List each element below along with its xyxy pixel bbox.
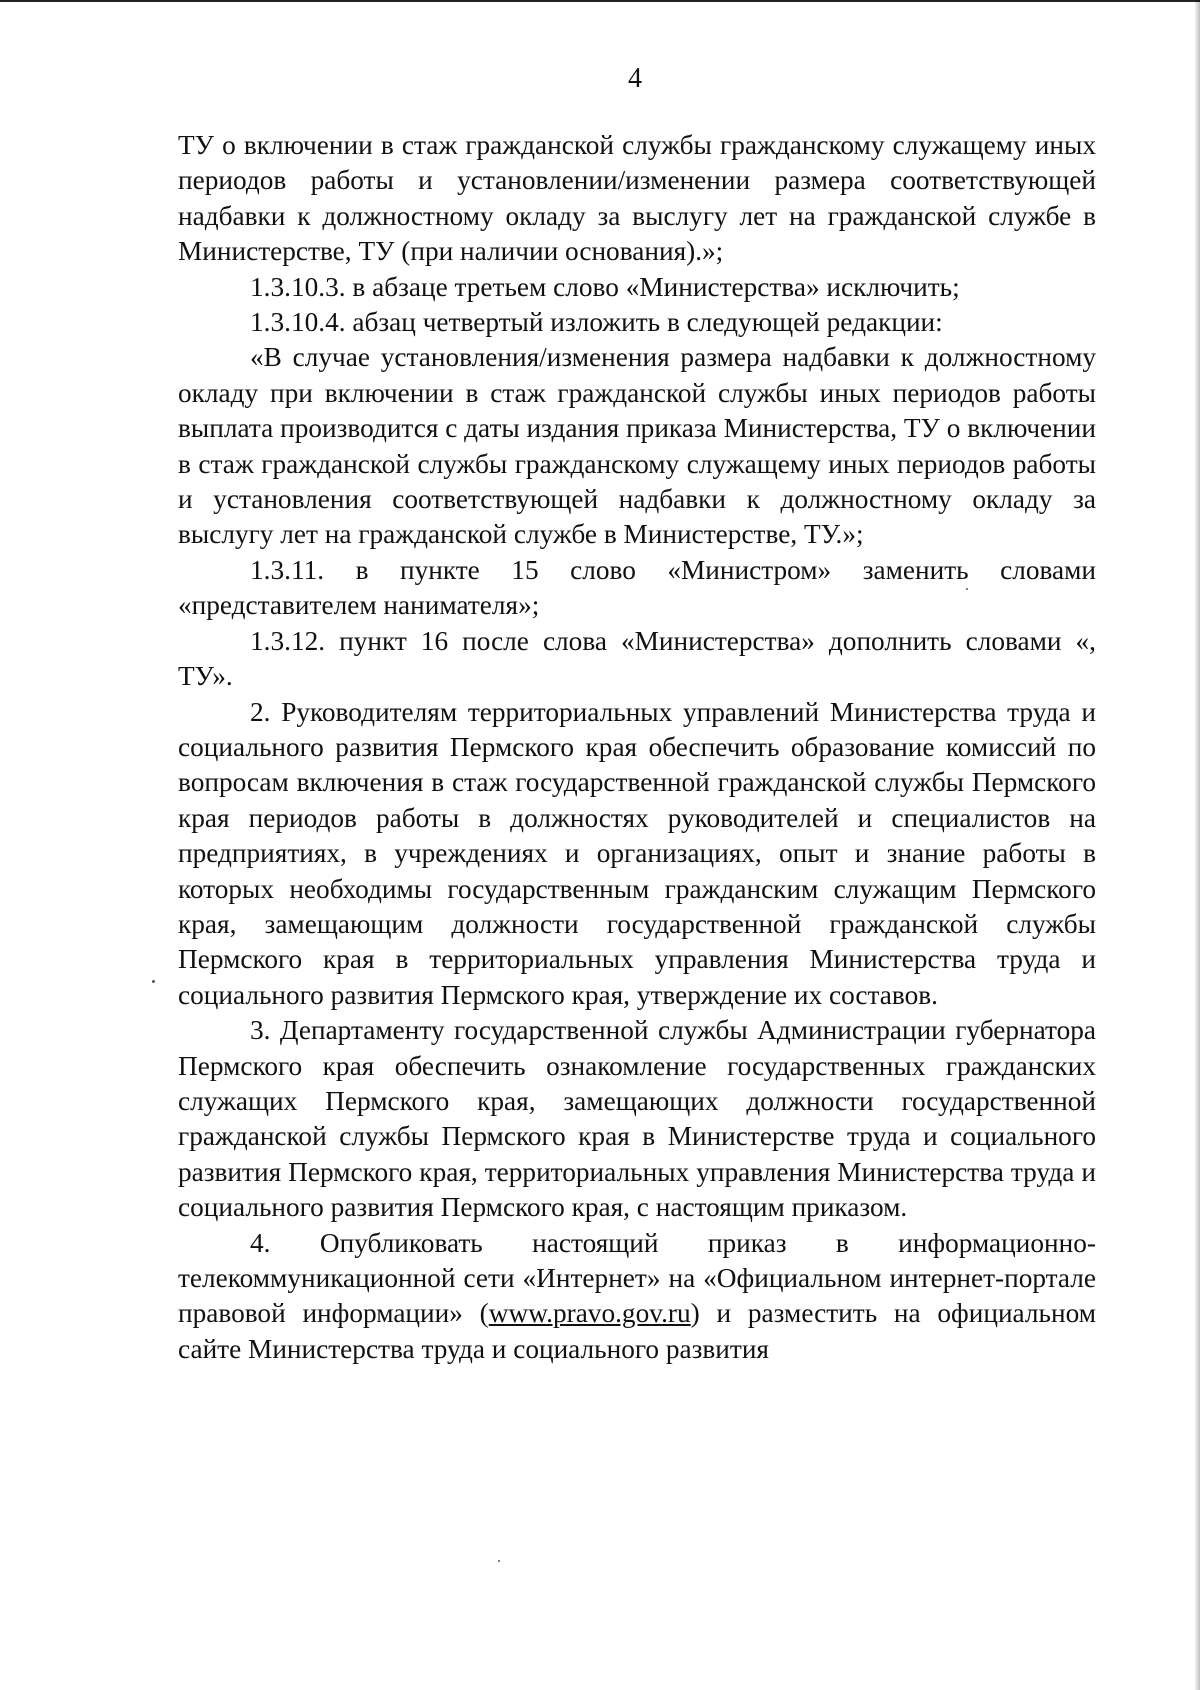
pravo-gov-link[interactable]: www.pravo.gov.ru (488, 1298, 691, 1329)
scan-speck (498, 1560, 500, 1562)
paragraph-1-3-10-4: 1.3.10.4. абзац четвертый изложить в следующей редакции: (250, 307, 943, 338)
paragraph-quoted-text: «В случае установления/изменения размера надбавки к должностному окладу при включении в стаж гражданской службы иных периодов работы выплата производится с даты издания приказа Министерства, ТУ о включении в стаж гражданской службы гражданскому служащему иных периодов работы и установления соответствующей надбавки к должностному окладу за выслугу лет на гражданской службе в Министерстве, ТУ.»; (178, 342, 1096, 550)
paragraph-1-3-10-3: 1.3.10.3. в абзаце третьем слово «Министерства» исключить; (250, 271, 960, 302)
paragraph-continuation: ТУ о включении в стаж гражданской службы гражданскому служащему иных периодов работы и установлении/изменении размера соответствующей надбавки к должностному окладу за выслугу лет на гражданской службе в Министерстве, ТУ (при наличии основания).»; (178, 130, 1096, 267)
document-body (178, 128, 1096, 1367)
paragraph-4 (178, 1226, 1096, 1368)
paragraph-3: 3. Департаменту государственной службы Администрации губернатора Пермского края обеспечить ознакомление государственных гражданских служащих Пермского края, замещающих должности государственной гражданской службы Пермского края в Министерстве труда и социального развития Пермского края, территориальных управления Министерства труда и социального развития Пермского края, с настоящим приказом. (178, 1015, 1096, 1223)
paragraph-1-3-11: 1.3.11. в пункте 15 слово «Министром» заменить словами «представителем нанимателя»; (178, 554, 1096, 621)
scan-top-border (0, 0, 1200, 2)
scan-speck (152, 980, 155, 983)
scan-speck (966, 588, 968, 590)
paragraph-4-text-after: ) и разместить на официальном сайте Министерства труда и социального развития (178, 1298, 1096, 1364)
scan-edge-shadow (1194, 0, 1200, 1690)
paragraph-2: 2. Руководителям территориальных управлений Министерства труда и социального развития Пермского края обеспечить образование комиссий по вопросам включения в стаж государственной гражданской службы Пермского края периодов работы в должностях руководителей и специалистов на предприятиях, в учреждениях и организациях, опыт и знание работы в которых необходимы государственным гражданским служащим Пермского края, замещающим должности государственной гражданской службы Пермского края в территориальных управления Министерства труда и социального развития Пермского края, утверждение их составов. (178, 696, 1096, 1010)
paragraph-4-text-before: 4. Опубликовать настоящий приказ в информационно-телекоммуникационной сети «Интернет» на «Официальном интернет-портале правовой информации» ( (178, 1227, 1096, 1329)
paragraph-1-3-12: 1.3.12. пункт 16 после слова «Министерства» дополнить словами «, ТУ». (178, 625, 1096, 692)
page-number: 4 (628, 63, 642, 94)
